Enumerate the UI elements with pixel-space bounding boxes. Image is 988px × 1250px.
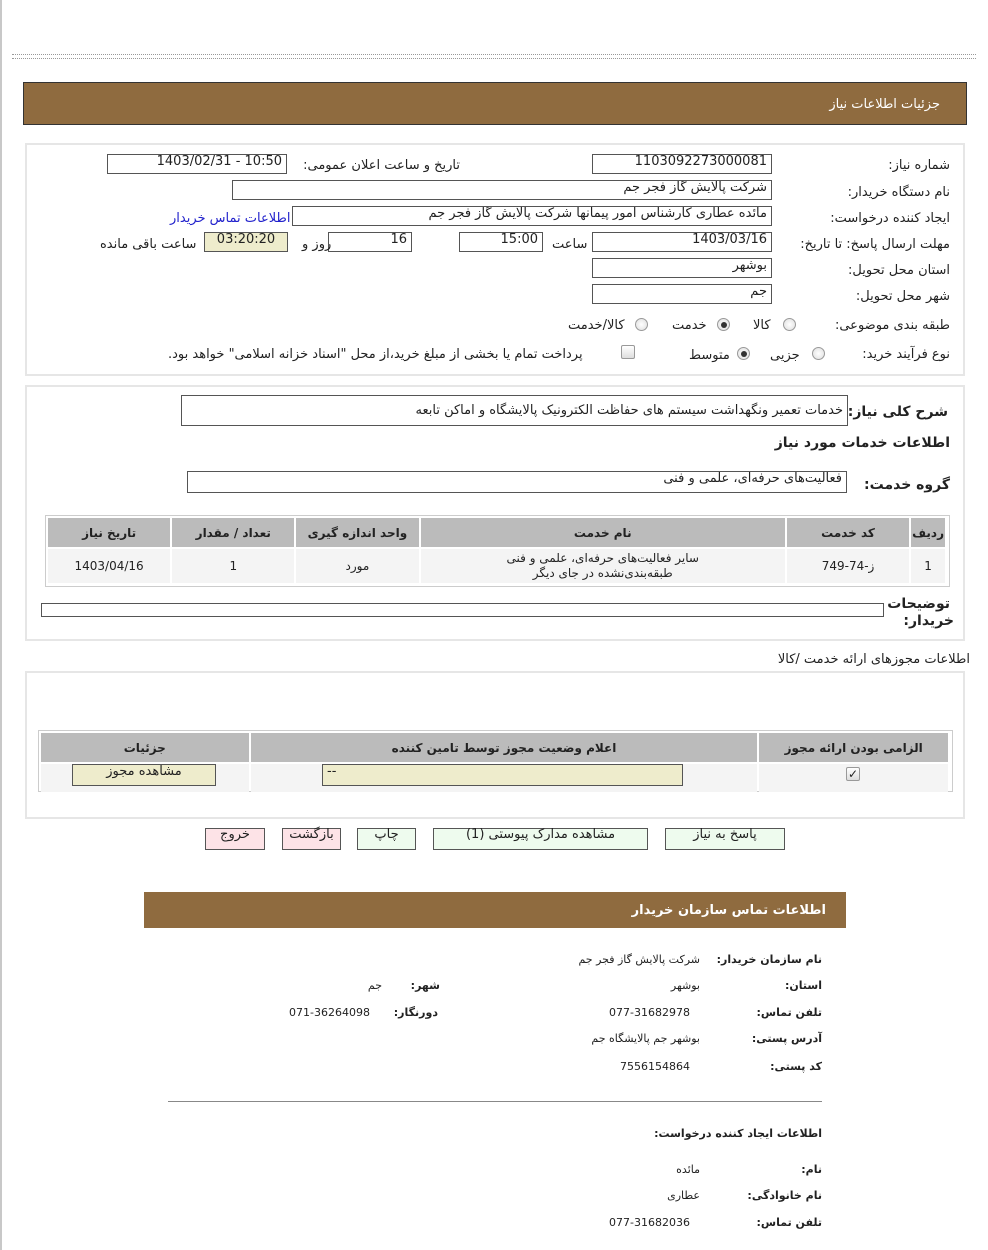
request-creator-field: مائده عطاری کارشناس امور پیمانها شرکت پالایش گاز فجر جم (292, 206, 772, 226)
deadline-time-label: ساعت (552, 237, 588, 252)
cell-name (421, 549, 785, 583)
buyer-org-field: شرکت پالایش گاز فجر جم (232, 180, 772, 200)
category-radio-goods-service[interactable] (635, 318, 648, 331)
deadline-date-field: 1403/03/16 (592, 232, 772, 252)
cell-name-line2: طبقه‌بندی‌نشده در جای دیگر (532, 566, 673, 580)
back-button[interactable]: بازگشت (282, 828, 341, 850)
remaining-time-field: 03:20:20 (204, 232, 288, 252)
contact-postal-value: 7556154864 (620, 1060, 690, 1073)
col-date-header: تاریخ نیاز (48, 518, 170, 547)
creator-family-value: عطاری (667, 1189, 700, 1202)
cell-unit: مورد (296, 549, 418, 583)
summary-label: شرح کلی نیاز: (847, 404, 948, 420)
contact-org-label: نام سازمان خریدار: (716, 953, 822, 966)
treasury-note: پرداخت تمام یا بخشی از مبلغ خرید،از محل "اسناد خزانه اسلامی" خواهد بود. (168, 347, 583, 362)
deadline-label: مهلت ارسال پاسخ: تا تاریخ: (800, 237, 950, 252)
contact-org-value: شرکت پالایش گاز فجر جم (578, 953, 700, 966)
remaining-time-label: ساعت باقی مانده (100, 237, 197, 252)
province-field: بوشهر (592, 258, 772, 278)
city-label: شهر محل تحویل: (855, 289, 950, 304)
permit-status-field[interactable]: -- (322, 764, 683, 786)
days-field: 16 (328, 232, 412, 252)
permit-required-checkbox: ✓ (847, 767, 859, 781)
category-label: طبقه بندی موضوعی: (834, 318, 950, 333)
creator-family-label: نام خانوادگی: (747, 1189, 822, 1202)
process-radio-medium[interactable] (737, 347, 750, 360)
creator-name-label: نام: (801, 1163, 822, 1176)
contact-divider (168, 1101, 822, 1102)
announce-datetime-label: تاریخ و ساعت اعلان عمومی: (303, 158, 460, 173)
announce-datetime-field: 1403/02/31 - 10:50 (107, 154, 287, 174)
province-label: استان محل تحویل: (848, 263, 950, 278)
contact-header-title: اطلاعات تماس سازمان خریدار (631, 903, 826, 918)
buyer-notes-label-2: خریدار: (903, 613, 954, 629)
col-code-header: کد خدمت (787, 518, 909, 547)
contact-header-bar (144, 892, 846, 928)
request-creator-label: ایجاد کننده درخواست: (830, 211, 950, 226)
process-radio-minor[interactable] (812, 347, 825, 360)
city-field: جم (592, 284, 772, 304)
contact-address-value: بوشهر جم پالایشگاه جم (591, 1032, 700, 1045)
category-radio-service[interactable] (717, 318, 730, 331)
category-option-goods-service: کالا/خدمت (568, 318, 625, 333)
col-qty-header: تعداد / مقدار (172, 518, 294, 547)
contact-province-label: استان: (785, 979, 822, 992)
summary-field: خدمات تعمیر ونگهداشت سیستم های حفاظت الکترونیک پالایشگاه و اماکن تابعه (181, 395, 848, 426)
reply-to-need-button[interactable]: پاسخ به نیاز (665, 828, 785, 850)
buyer-notes-label-1: توضیحات (887, 596, 950, 612)
view-attachments-button[interactable]: مشاهده مدارک پیوستی (1) (433, 828, 648, 850)
col-unit-header: واحد اندازه گیری (296, 518, 418, 547)
top-dotted-divider (12, 54, 976, 59)
details-header-bar (23, 82, 967, 125)
details-header-title: جزئیات اطلاعات نیاز (829, 97, 940, 112)
contact-postal-label: کد پستی: (770, 1060, 822, 1073)
need-info-panel (25, 143, 965, 376)
col-row-header: ردیف (911, 518, 945, 547)
exit-button[interactable]: خروج (205, 828, 265, 850)
cell-name-line1: سایر فعالیت‌های حرفه‌ای، علمی و فنی (506, 551, 699, 565)
contact-phone-value: 077-31682978 (609, 1006, 690, 1019)
buyer-contact-link[interactable]: اطلاعات تماس خریدار (170, 211, 291, 226)
contact-province-value: بوشهر (670, 979, 700, 992)
contact-address-label: آدرس پستی: (751, 1032, 822, 1045)
treasury-checkbox[interactable] (621, 345, 635, 359)
left-edge-line (0, 0, 2, 1250)
contact-city-value: جم (367, 979, 382, 992)
service-group-label: گروه خدمت: (864, 477, 950, 493)
need-number-field: 1103092273000081 (592, 154, 772, 174)
buyer-org-label: نام دستگاه خریدار: (847, 185, 950, 200)
permits-section-title: اطلاعات مجوزهای ارائه خدمت /کالا (777, 652, 970, 667)
service-group-field: فعالیت‌های حرفه‌ای، علمی و فنی (187, 471, 847, 493)
view-permit-button[interactable]: مشاهده مجوز (72, 764, 216, 786)
category-option-goods: کالا (753, 318, 771, 333)
contact-city-label: شهر: (410, 979, 440, 992)
process-option-minor: جزیی (770, 348, 800, 363)
creator-phone-label: تلفن تماس: (756, 1216, 822, 1229)
days-label: روز و (302, 237, 332, 252)
print-button[interactable]: چاپ (357, 828, 416, 850)
services-section-title: اطلاعات خدمات مورد نیاز (774, 435, 950, 451)
col-name-header: نام خدمت (421, 518, 785, 547)
category-radio-goods[interactable] (783, 318, 796, 331)
creator-section-title: اطلاعات ایجاد کننده درخواست: (654, 1127, 822, 1140)
col-permit-status-header: اعلام وضعیت مجوز توسط تامین کننده (251, 733, 758, 762)
table-row (48, 549, 945, 583)
creator-name-value: مائده (676, 1163, 700, 1176)
need-number-label: شماره نیاز: (888, 158, 950, 173)
cell-row: 1 (911, 549, 945, 583)
buyer-notes-field (41, 603, 884, 617)
services-table (46, 516, 947, 585)
category-option-service: خدمت (672, 318, 707, 333)
process-type-label: نوع فرآیند خرید: (862, 347, 950, 362)
creator-phone-value: 077-31682036 (609, 1216, 690, 1229)
contact-fax-label: دورنگار: (393, 1006, 438, 1019)
cell-code: ز-74-749 (787, 549, 909, 583)
cell-date: 1403/04/16 (48, 549, 170, 583)
col-permit-required-header: الزامی بودن ارائه مجوز (759, 733, 948, 762)
cell-qty: 1 (172, 549, 294, 583)
contact-phone-label: تلفن تماس: (756, 1006, 822, 1019)
contact-fax-value: 071-36264098 (289, 1006, 370, 1019)
process-option-medium: متوسط (689, 348, 730, 363)
deadline-time-field: 15:00 (459, 232, 543, 252)
col-permit-details-header: جزئیات (41, 733, 249, 762)
